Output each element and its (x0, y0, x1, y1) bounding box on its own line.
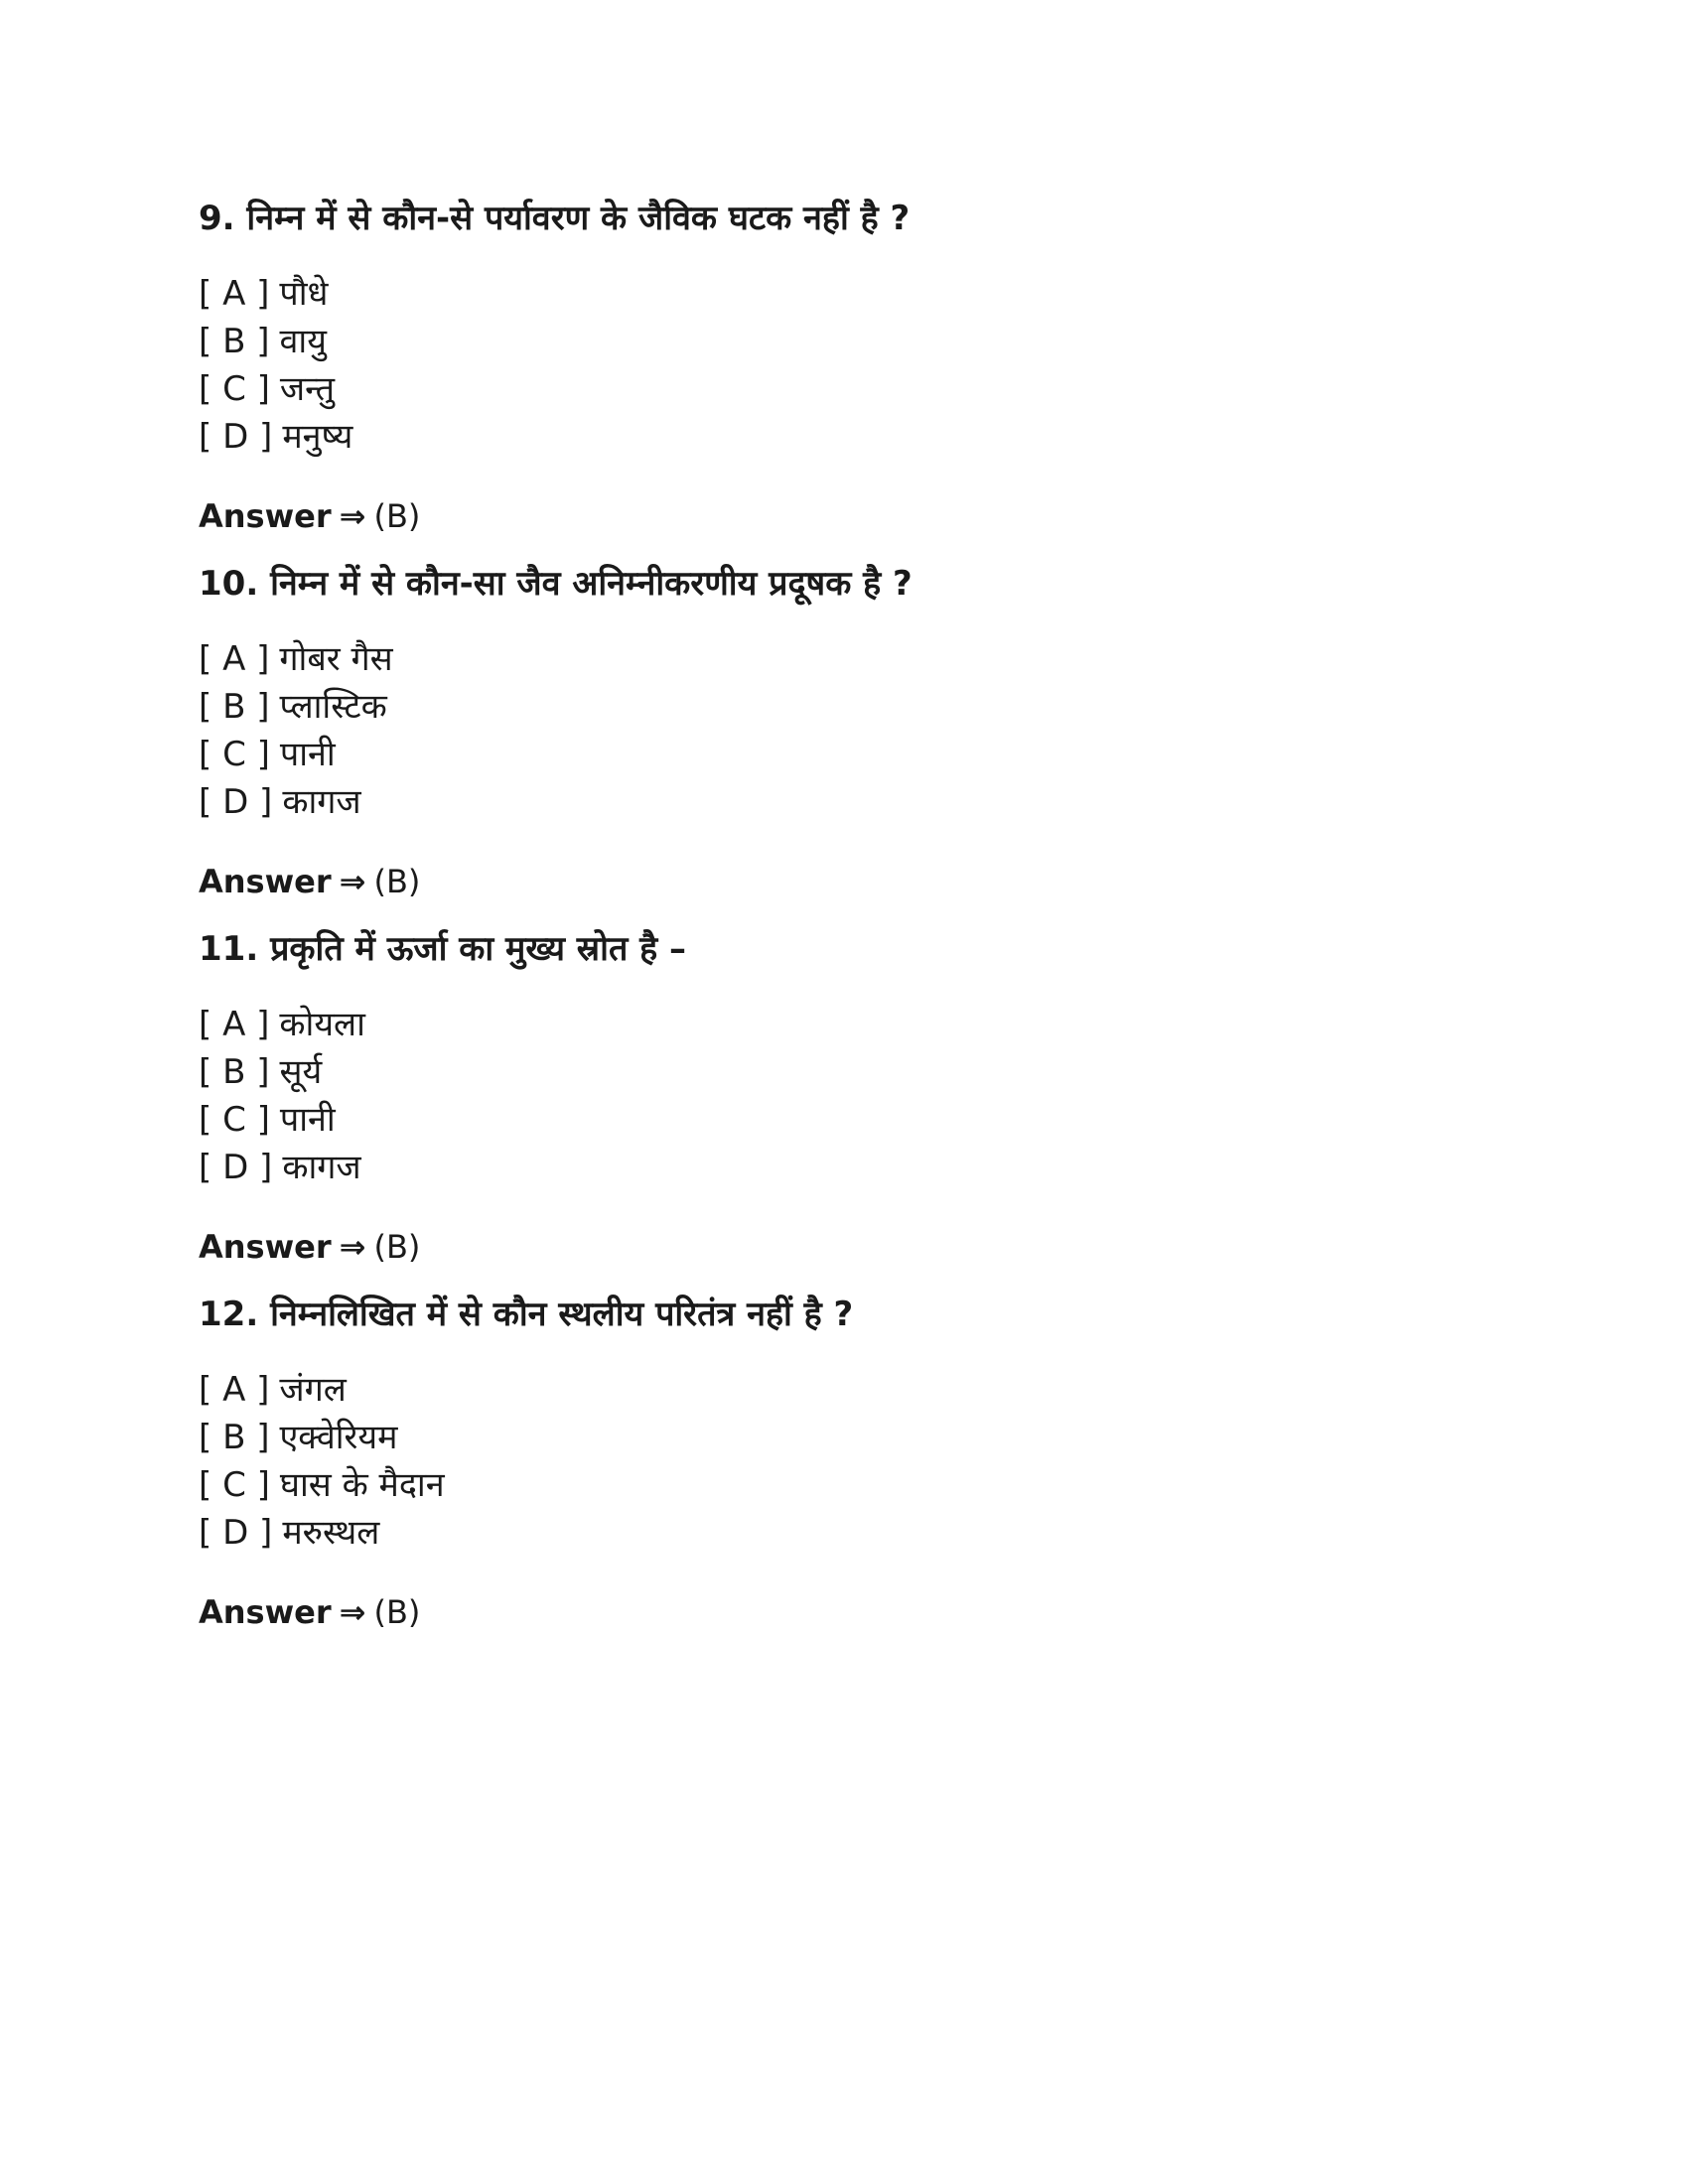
question-text: 12. निम्नलिखित में से कौन स्थलीय परितंत्र नहीं है ? (199, 1295, 854, 1334)
option-text: कागज (282, 782, 361, 822)
document-page (199, 189, 1489, 1636)
option-a (199, 1001, 1489, 1048)
options-list (199, 1366, 1489, 1557)
answer-line (199, 858, 1489, 905)
answer-line (199, 1588, 1489, 1636)
option-marker: [ A ] (199, 1370, 270, 1410)
option-marker: [ C ] (199, 1100, 270, 1140)
option-b (199, 318, 1489, 365)
option-text: सूर्य (279, 1052, 323, 1092)
answer-value: (B) (373, 1593, 421, 1631)
option-marker: [ A ] (199, 639, 270, 679)
spacer (199, 1271, 1489, 1285)
option-b (199, 1414, 1489, 1461)
option-marker: [ D ] (199, 417, 273, 457)
question-block-9 (199, 189, 1489, 540)
option-text: पौधे (279, 274, 329, 314)
options-list (199, 1001, 1489, 1191)
arrow-icon: ⇒ (339, 863, 366, 900)
option-c (199, 1096, 1489, 1144)
question-block-10 (199, 554, 1489, 905)
option-d (199, 1144, 1489, 1191)
option-marker: [ C ] (199, 1465, 270, 1505)
option-marker: [ C ] (199, 369, 270, 409)
option-c (199, 365, 1489, 413)
option-marker: [ A ] (199, 1005, 270, 1044)
option-text: मरुस्थल (282, 1513, 380, 1553)
question-text: 10. निम्न में से कौन-सा जैव अनिम्नीकरणीय प्रदूषक है ? (199, 564, 913, 604)
answer-value: (B) (373, 497, 421, 535)
option-b (199, 1048, 1489, 1096)
option-a (199, 1366, 1489, 1414)
arrow-icon: ⇒ (339, 497, 366, 535)
option-marker: [ D ] (199, 1148, 273, 1187)
option-d (199, 1509, 1489, 1557)
option-marker: [ C ] (199, 735, 270, 774)
answer-label: Answer (199, 497, 332, 535)
option-text: मनुष्य (282, 417, 353, 457)
answer-label: Answer (199, 863, 332, 900)
option-c (199, 731, 1489, 778)
options-list (199, 270, 1489, 461)
option-b (199, 683, 1489, 731)
option-c (199, 1461, 1489, 1509)
options-list (199, 635, 1489, 826)
option-text: एक्वेरियम (279, 1418, 398, 1457)
option-text: पानी (279, 735, 336, 774)
option-text: पानी (279, 1100, 336, 1140)
question-block-12 (199, 1285, 1489, 1636)
option-marker: [ B ] (199, 1418, 270, 1457)
option-text: कोयला (279, 1005, 365, 1044)
option-text: गोबर गैस (279, 639, 393, 679)
option-text: जन्तु (279, 369, 335, 409)
option-text: घास के मैदान (279, 1465, 445, 1505)
answer-line (199, 492, 1489, 540)
option-a (199, 635, 1489, 683)
spacer (199, 540, 1489, 554)
answer-line (199, 1223, 1489, 1271)
option-marker: [ D ] (199, 1513, 273, 1553)
question-block-11 (199, 919, 1489, 1271)
arrow-icon: ⇒ (339, 1228, 366, 1266)
answer-value: (B) (373, 1228, 421, 1266)
question-text: 9. निम्न में से कौन-से पर्यावरण के जैविक घटक नहीं है ? (199, 199, 911, 238)
option-d (199, 413, 1489, 461)
answer-label: Answer (199, 1228, 332, 1266)
answer-value: (B) (373, 863, 421, 900)
spacer (199, 905, 1489, 919)
option-text: कागज (282, 1148, 361, 1187)
option-d (199, 778, 1489, 826)
question-text: 11. प्रकृति में ऊर्जा का मुख्य स्रोत है – (199, 929, 687, 969)
option-a (199, 270, 1489, 318)
option-marker: [ D ] (199, 782, 273, 822)
answer-label: Answer (199, 1593, 332, 1631)
option-text: प्लास्टिक (279, 687, 387, 727)
option-text: वायु (279, 322, 327, 361)
option-marker: [ B ] (199, 322, 270, 361)
option-marker: [ B ] (199, 1052, 270, 1092)
option-marker: [ A ] (199, 274, 270, 314)
option-marker: [ B ] (199, 687, 270, 727)
arrow-icon: ⇒ (339, 1593, 366, 1631)
option-text: जंगल (279, 1370, 347, 1410)
